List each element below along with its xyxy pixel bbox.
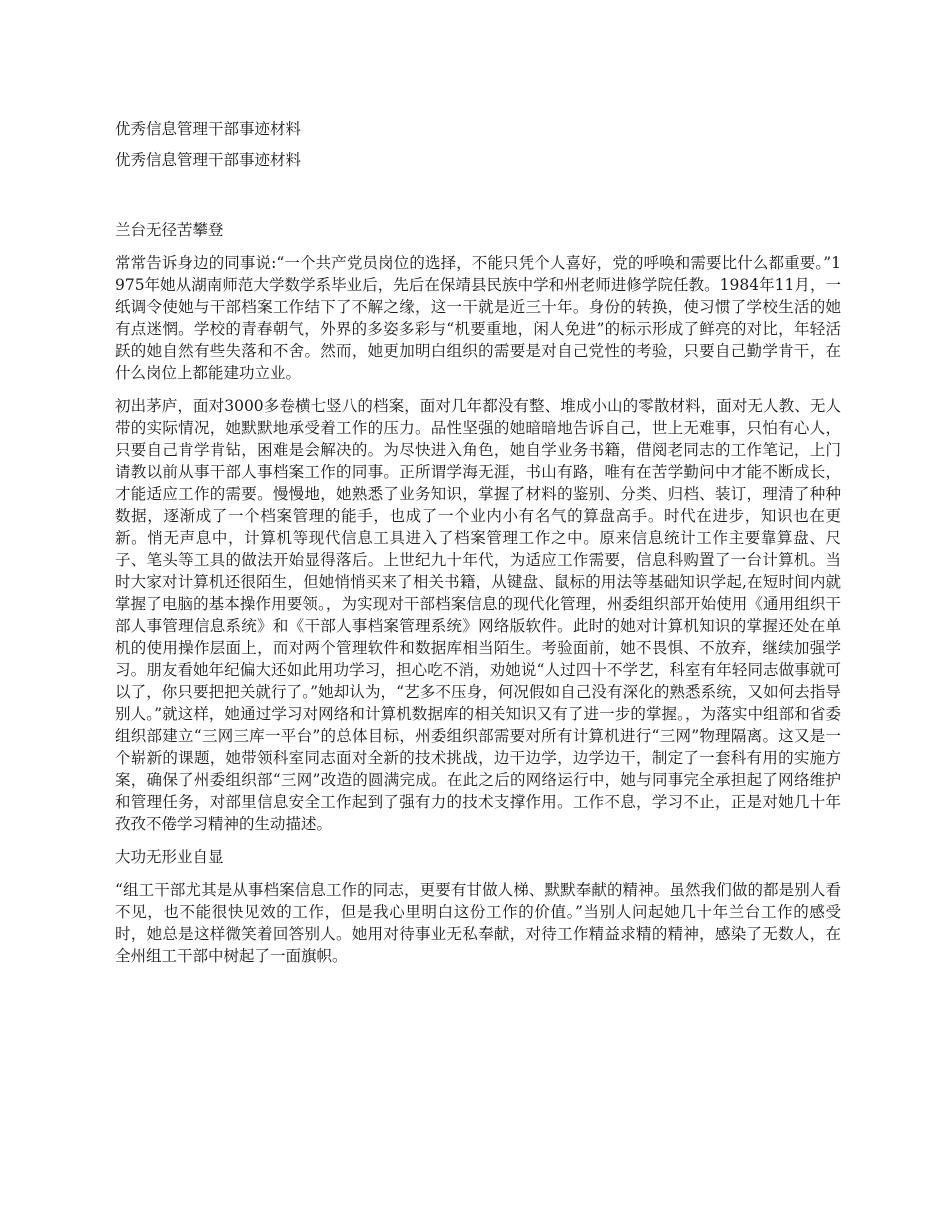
section-heading-dagong: 大功无形业自显 (115, 848, 224, 866)
paragraph: 常常告诉身边的同事说:“一个共产党员岗位的选择，不能只凭个人喜好，党的呼唤和需要比什么都重要。”1975年她从湖南师范大学数学系毕业后，先后在保靖县民族中学和州老师进修学院任教。1984年11月，一纸调令使她与干部档案工作结下了不解之缘，这一干就是近三十年。身份的转换，使习惯了学校生活的她有点迷惘。学校的青春朝气，外界的多姿多彩与“机要重地，闲人免进”的标示形成了鲜亮的对比，年轻活跃的她自然有些失落和不舍。然而，她更加明白组织的需要是对自己党性的考验，只要自己勤学肯干，在什么岗位上都能建功立业。 (115, 254, 841, 382)
document-page (115, 118, 841, 978)
section-heading-lantai: 兰台无径苦攀登 (115, 221, 224, 239)
document-title: 优秀信息管理干部事迹材料 (115, 120, 302, 138)
document-subtitle: 优秀信息管理干部事迹材料 (115, 151, 302, 169)
paragraph: 初出茅庐，面对3000多卷横七竖八的档案，面对几年都没有整、堆成小山的零散材料，面对无人教、无人带的实际情况，她默默地承受着工作的压力。品性坚强的她暗暗地告诉自己，世上无难事，只怕有心人，只要自己肯学肯钻，困难是会解决的。为尽快进入角色，她自学业务书籍，借阅老同志的工作笔记，上门请教以前从事干部人事档案工作的同事。正所谓学海无涯，书山有路，唯有在苦学勤问中才能不断成长，才能适应工作的需要。慢慢地，她熟悉了业务知识，掌握了材料的鉴别、分类、归档、装订，理清了种种数据，逐渐成了一个档案管理的能手，也成了一个业内小有名气的算盘高手。时代在进步，知识也在更新。悄无声息中，计算机等现代信息工具进入了档案管理工作之中。原来信息统计工作主要靠算盘、尺子、笔头等工具的做法开始显得落后。上世纪九十年代，为适应工作需要，信息科购置了一台计算机。当时大家对计算机还很陌生，但她悄悄买来了相关书籍，从键盘、鼠标的用法等基础知识学起,在短时间内就掌握了电脑的基本操作用要领。，为实现对干部档案信息的现代化管理，州委组织部开始使用《通用组织干部人事管理信息系统》和《干部人事档案管理系统》网络版软件。此时的她对计算机知识的掌握还处在单机的使用操作层面上，而对两个管理软件和数据库相当陌生。考验面前，她不畏惧、不放弃，继续加强学习。朋友看她年纪偏大还如此用功学习，担心吃不消，劝她说“人过四十不学艺，科室有年轻同志做事就可以了，你只要把把关就行了。”她却认为，“艺多不压身，何况假如自己没有深化的熟悉系统，又如何去指导别人。”就这样，她通过学习对网络和计算机数据库的相关知识又有了进一步的掌握。，为落实中组部和省委组织部建立“三网三库一平台”的总体目标，州委组织部需要对所有计算机进行“三网”物理隔离。这又是一个崭新的课题，她带领科室同志面对全新的技术挑战，边干边学，边学边干，制定了一套科有用的实施方案，确保了州委组织部“三网”改造的圆满完成。在此之后的网络运行中，她与同事完全承担起了网络维护和管理任务，对部里信息安全工作起到了强有力的技术支撑作用。工作不息，学习不止，正是对她几十年孜孜不倦学习精神的生动描述。 (115, 397, 841, 833)
paragraph: “组工干部尤其是从事档案信息工作的同志，更要有甘做人梯、默默奉献的精神。虽然我们做的都是别人看不见，也不能很快见效的工作，但是我心里明白这份工作的价值。”当别人问起她几十年兰台工作的感受时，她总是这样微笑着回答别人。她用对待事业无私奉献，对待工作精益求精的精神，感染了无数人，在全州组工干部中树起了一面旗帜。 (115, 881, 841, 965)
